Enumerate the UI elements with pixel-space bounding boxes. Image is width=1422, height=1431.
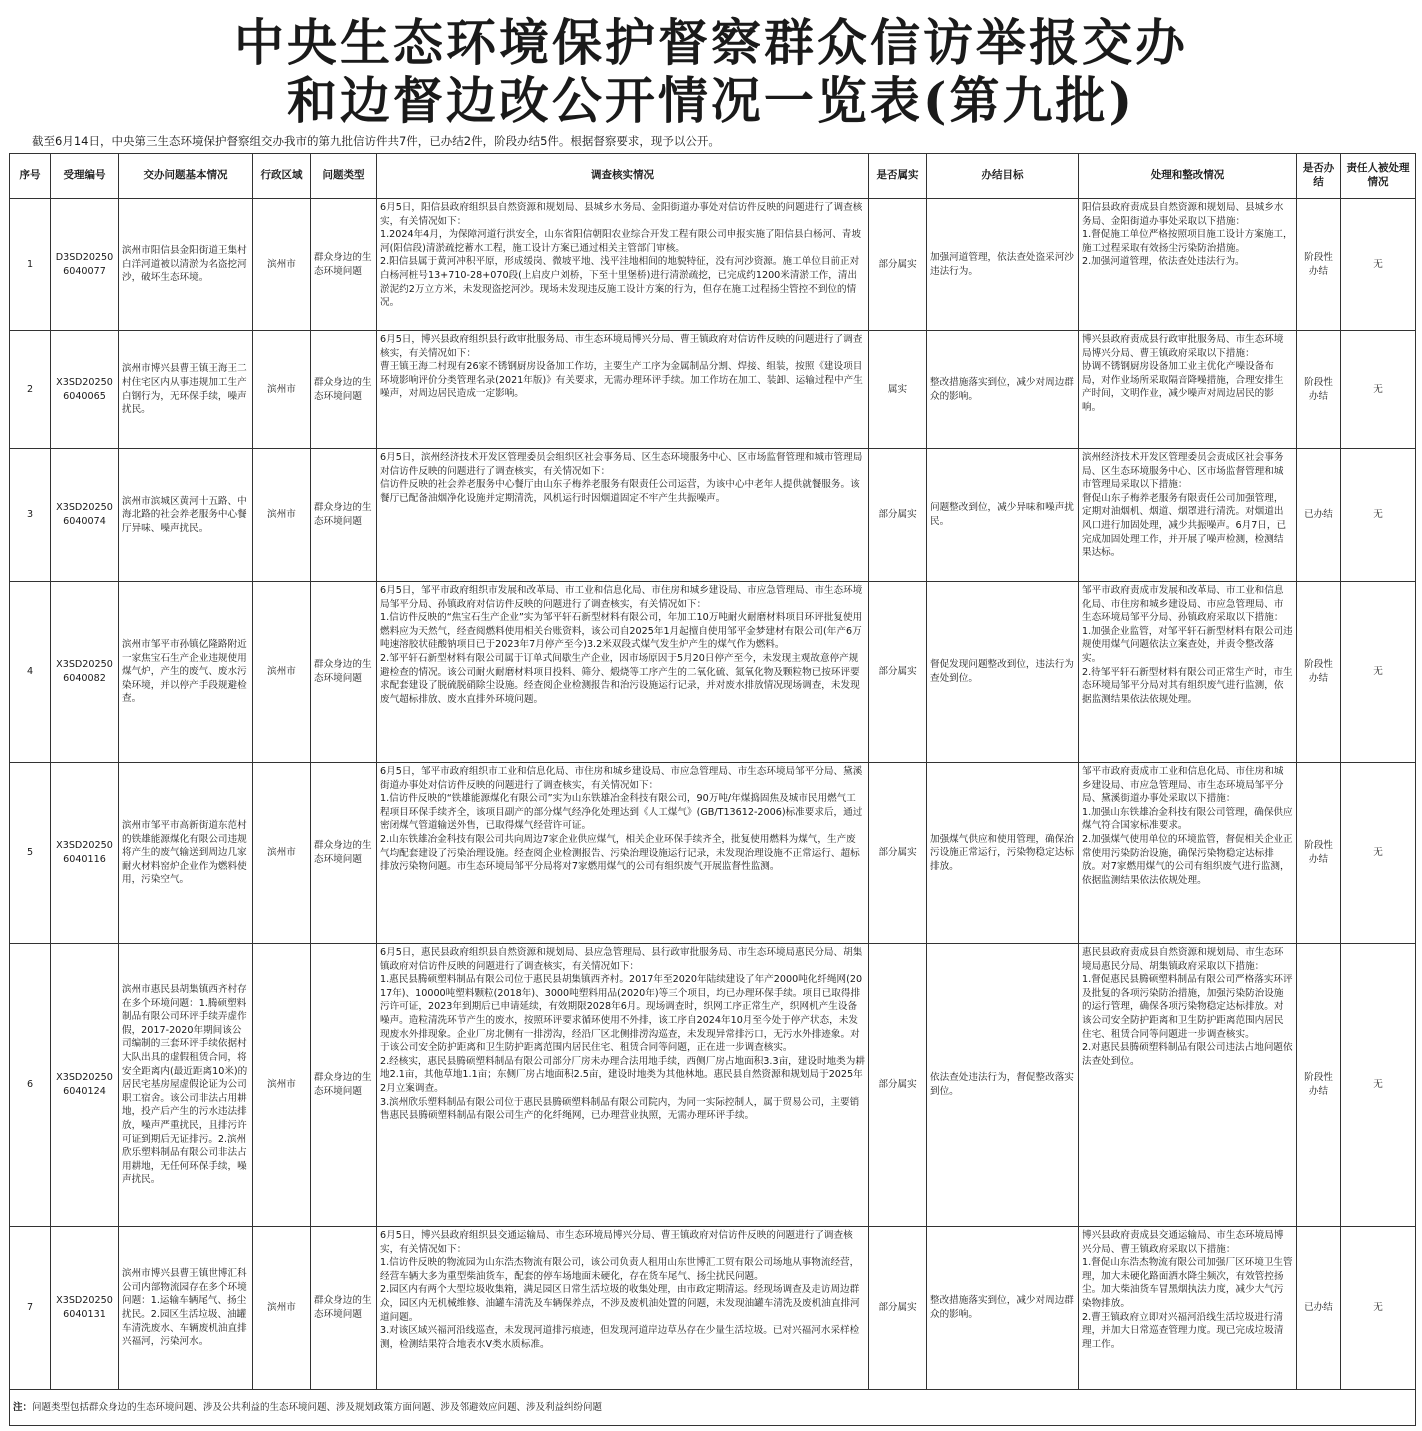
issue-description: 滨州市邹平市孙镇亿隆路附近一家焦宝石生产企业违规使用煤气炉，产生的废气、废水污染环境，并以停产手段规避检查。 xyxy=(119,582,253,763)
truth-status: 部分属实 xyxy=(869,763,927,944)
accountability-status: 无 xyxy=(1341,199,1416,331)
truth-status: 部分属实 xyxy=(869,582,927,763)
admin-region: 滨州市 xyxy=(253,582,311,763)
col-header-truth: 是否属实 xyxy=(869,154,927,199)
completion-goal: 整改措施落实到位，减少对周边群众的影响。 xyxy=(927,331,1079,449)
truth-status: 部分属实 xyxy=(869,199,927,331)
handling-detail: 博兴县政府责成县行政审批服务局、市生态环境局博兴分局、曹王镇政府采取以下措施： 协调不锈钢厨房设备加工业主优化产噪设备布局，对作业场所采取隔音降噪措施，合理安排生产时间，文明作业，减少噪声对周边居民的影响。 xyxy=(1079,331,1297,449)
admin-region: 滨州市 xyxy=(253,944,311,1227)
investigation-detail: 6月5日，滨州经济技术开发区管理委员会组织区社会事务局、区生态环境服务中心、区市场监督管理和城市管理局对信访件反映的问题进行了调查核实，有关情况如下： 信访件反映的社会养老服务中心餐厅由山东子梅养老服务有限责任公司运营，为该中心中老年人提供就餐服务。该餐厅已配备油烟净化设施并定期清洗，风机运行时因烟道固定不牢产生共振噪声。 xyxy=(377,449,869,582)
completion-status: 阶段性办结 xyxy=(1297,199,1341,331)
table-row xyxy=(10,944,1416,1227)
completion-status: 阶段性办结 xyxy=(1297,331,1341,449)
truth-status: 属实 xyxy=(869,331,927,449)
completion-status: 已办结 xyxy=(1297,1227,1341,1390)
admin-region: 滨州市 xyxy=(253,331,311,449)
issue-type: 群众身边的生态环境问题 xyxy=(311,944,377,1227)
acceptance-code: X3SD202506040124 xyxy=(51,944,119,1227)
issue-type: 群众身边的生态环境问题 xyxy=(311,582,377,763)
col-header-type: 问题类型 xyxy=(311,154,377,199)
handling-detail: 滨州经济技术开发区管理委员会责成区社会事务局、区生态环境服务中心、区市场监督管理和城市管理局采取以下措施： 督促山东子梅养老服务有限责任公司加强管理，定期对油烟机、烟道、烟罩进行清洗。对烟道出风口进行加固处理，减少共振噪声。6月7日，已完成加固处理工作，并开展了噪声检测，检测结果达标。 xyxy=(1079,449,1297,582)
page-title-line2: 和边督边改公开情况一览表(第九批) xyxy=(286,71,1136,130)
row-number: 3 xyxy=(10,449,51,582)
completion-goal: 依法查处违法行为，督促整改落实到位。 xyxy=(927,944,1079,1227)
handling-detail: 邹平市政府责成市发展和改革局、市工业和信息化局、市住房和城乡建设局、市应急管理局、市生态环境局邹平分局、孙镇政府采取以下措施： 1.加强企业监管，对邹平轩石新型材料有限公司违规使用煤气问题依法立案查处，并责令整改落实。 2.待邹平轩石新型材料有限公司正常生产时，市生态环境局邹平分局对其有组织废气进行监测，依据监测结果依法依规处理。 xyxy=(1079,582,1297,763)
table-row xyxy=(10,1227,1416,1390)
completion-status: 阶段性办结 xyxy=(1297,944,1341,1227)
issue-type: 群众身边的生态环境问题 xyxy=(311,199,377,331)
page-title-line1: 中央生态环境保护督察群众信访举报交办 xyxy=(234,13,1188,72)
completion-goal: 加强煤气供应和使用管理，确保治污设施正常运行，污染物稳定达标排放。 xyxy=(927,763,1079,944)
footnote xyxy=(10,1390,1416,1426)
issue-type: 群众身边的生态环境问题 xyxy=(311,763,377,944)
investigation-detail: 6月5日，邹平市政府组织市发展和改革局、市工业和信息化局、市住房和城乡建设局、市应急管理局、市生态环境局邹平分局、孙镇政府对信访件反映的问题进行了调查核实，有关情况如下： 1.信访件反映的“焦宝石生产企业”实为邹平轩石新型材料有限公司，年加工10万吨耐火耐磨材料项目环评批复使用燃料应为天然气，经查阅燃料使用相关台账资料，该公司自2025年1月起擅自使用邹平金梦建材有限公司(年产6万吨速溶胶状硅酸钠项目已于2023年7月停产至今)3.2米双段式煤气发生炉产生的煤气作为燃料。 2.邹平轩石新型材料有限公司属于订单式间歇生产企业，因市场原因于5月20日停产至今，未发现主观故意停产规避检查的情况。该公司耐火耐磨材料项目投料、筛分、煅烧等工序产生的二氧化硫、氮氧化物及颗粒物已按环评要求配套建设了脱硫脱硝除尘设施。经查阅企业检测报告和治污设施运行记录，并对废水排放情况现场调查，未发现废气超标排放、废水直排外环境问题。 xyxy=(377,582,869,763)
issue-description: 滨州市邹平市高新街道东范村的铁雄能源煤化有限公司违规将产生的废气输送到周边几家耐火材料窑炉企业作为燃料使用，污染空气。 xyxy=(119,763,253,944)
accountability-status: 无 xyxy=(1341,449,1416,582)
handling-detail: 阳信县政府责成县自然资源和规划局、县城乡水务局、金阳街道办事处采取以下措施： 1.督促施工单位严格按照项目施工设计方案施工，施工过程采取有效扬尘污染防治措施。 2.加强河道管理，依法查处违法行为。 xyxy=(1079,199,1297,331)
issue-description: 滨州市阳信县金阳街道王集村白洋河道被以清淤为名盗挖河沙，破坏生态环境。 xyxy=(119,199,253,331)
col-header-region: 行政区域 xyxy=(253,154,311,199)
acceptance-code: X3SD202506040082 xyxy=(51,582,119,763)
acceptance-code: D3SD202506040077 xyxy=(51,199,119,331)
table-row xyxy=(10,449,1416,582)
truth-status: 部分属实 xyxy=(869,944,927,1227)
issue-type: 群众身边的生态环境问题 xyxy=(311,331,377,449)
col-header-handling: 处理和整改情况 xyxy=(1079,154,1297,199)
investigation-detail: 6月5日，阳信县政府组织县自然资源和规划局、县城乡水务局、金阳街道办事处对信访件反映的问题进行了调查核实，有关情况如下： 1.2024年4月，为保障河道行洪安全，山东省阳信朝阳农业综合开发工程有限公司申报实施了阳信县白杨河、青坡河(阳信段)清淤疏挖蓄水工程，施工设计方案已通过相关主管部门审核。 2.阳信县属于黄河冲积平原，形成缓岗、微坡平地、浅平洼地相间的地貌特征，没有河沙资源。施工单位目前正对白杨河桩号13+710-28+070段(上启皮户刘桥，下至十里堡桥)进行清淤疏挖，已完成约1200米清淤工作，清出淤泥约2万立方米，未发现盗挖河沙。现场未发现违反施工设计方案的行为，但存在施工过程扬尘管控不到位的情况。 xyxy=(377,199,869,331)
accountability-status: 无 xyxy=(1341,331,1416,449)
handling-detail: 惠民县政府责成县自然资源和规划局、市生态环境局惠民分局、胡集镇政府采取以下措施： 1.督促惠民县腾硕塑料制品有限公司严格落实环评及批复的各项污染防治措施，加强污染防治设施的运行管理，确保各项污染物稳定达标排放。对该公司安全防护距离和卫生防护距离范围内居民住宅、租赁合同等问题进一步调查核实。 2.对惠民县腾硕塑料制品有限公司违法占地问题依法查处到位。 xyxy=(1079,944,1297,1227)
completion-goal: 加强河道管理，依法查处盗采河沙违法行为。 xyxy=(927,199,1079,331)
issue-description: 滨州市博兴县曹王镇王海王二村住宅区内从事违规加工生产白钢行为，无环保手续，噪声扰民。 xyxy=(119,331,253,449)
handling-detail: 博兴县政府责成县交通运输局、市生态环境局博兴分局、曹王镇政府采取以下措施： 1.督促山东浩杰物流有限公司加强厂区环境卫生管理，加大未硬化路面洒水降尘频次，有效管控扬尘。加大柴油货车冒黑烟执法力度，减少大气污染物排放。 2.曹王镇政府立即对兴福河沿线生活垃圾进行清理，并加大日常巡查管理力度。现已完成垃圾清理工作。 xyxy=(1079,1227,1297,1390)
accountability-status: 无 xyxy=(1341,582,1416,763)
truth-status: 部分属实 xyxy=(869,449,927,582)
row-number: 5 xyxy=(10,763,51,944)
table-row xyxy=(10,331,1416,449)
col-header-accountability: 责任人被处理情况 xyxy=(1341,154,1416,199)
completion-goal: 整改措施落实到位，减少对周边群众的影响。 xyxy=(927,1227,1079,1390)
accountability-status: 无 xyxy=(1341,763,1416,944)
issue-description: 滨州市博兴县曹王镇世博汇科公司内部物流园存在多个环境问题：1.运输车辆尾气、扬尘扰民。2.园区生活垃圾、油罐车清洗废水、车辆废机油直排兴福河，污染河水。 xyxy=(119,1227,253,1390)
admin-region: 滨州市 xyxy=(253,1227,311,1390)
col-header-issue: 交办问题基本情况 xyxy=(119,154,253,199)
col-header-investigation: 调查核实情况 xyxy=(377,154,869,199)
completion-goal: 问题整改到位，减少异味和噪声扰民。 xyxy=(927,449,1079,582)
admin-region: 滨州市 xyxy=(253,763,311,944)
table-row xyxy=(10,763,1416,944)
footnote-text: 问题类型包括群众身边的生态环境问题、涉及公共利益的生态环境问题、涉及规划政策方面问题、涉及邻避效应问题、涉及利益纠纷问题 xyxy=(32,1401,603,1413)
handling-detail: 邹平市政府责成市工业和信息化局、市住房和城乡建设局、市应急管理局、市生态环境局邹平分局、黛溪街道办事处采取以下措施： 1.加强山东铁雄冶金科技有限公司管理，确保供应煤气符合国家标准要求。 2.加强煤气使用单位的环境监管，督促相关企业正常使用污染防治设施，确保污染物稳定达标排放。对7家燃用煤气的公司有组织废气进行监测，依据监测结果依法依规处理。 xyxy=(1079,763,1297,944)
col-header-code: 受理编号 xyxy=(51,154,119,199)
table-header-row xyxy=(10,154,1416,199)
report-table xyxy=(9,153,1416,1426)
acceptance-code: X3SD202506040116 xyxy=(51,763,119,944)
acceptance-code: X3SD202506040065 xyxy=(51,331,119,449)
footnote-label: 注： xyxy=(13,1401,33,1413)
admin-region: 滨州市 xyxy=(253,449,311,582)
row-number: 6 xyxy=(10,944,51,1227)
completion-status: 阶段性办结 xyxy=(1297,582,1341,763)
intro-text: 截至6月14日，中央第三生态环境保护督察组交办我市的第九批信访件共7件，已办结2件，阶段办结5件。根据督察要求，现予以公开。 xyxy=(32,134,720,148)
acceptance-code: X3SD202506040131 xyxy=(51,1227,119,1390)
issue-description: 滨州市滨城区黄河十五路、中海北路的社会养老服务中心餐厅异味、噪声扰民。 xyxy=(119,449,253,582)
issue-type: 群众身边的生态环境问题 xyxy=(311,449,377,582)
investigation-detail: 6月5日，博兴县政府组织县交通运输局、市生态环境局博兴分局、曹王镇政府对信访件反映的问题进行了调查核实，有关情况如下： 1.信访件反映的物流园为山东浩杰物流有限公司，该公司负责人租用山东世博汇工贸有限公司场地从事物流经营，经营车辆大多为重型柴油货车，配套的停车场地面未硬化，存在货车尾气、扬尘扰民问题。 2.园区内有两个大型垃圾收集箱，满足园区日常生活垃圾的收集处理，由市政定期清运。经现场调查及走访周边群众，园区内无机械维修、油罐车清洗及车辆保养点，不涉及废机油处置的问题，未发现油罐车清洗及废机油直排河道问题。 3.对该区域兴福河沿线巡查，未发现河道排污痕迹，但发现河道岸边草丛存在少量生活垃圾。已对兴福河水采样检测，检测结果符合地表水Ⅴ类水质标准。 xyxy=(377,1227,869,1390)
completion-status: 阶段性办结 xyxy=(1297,763,1341,944)
acceptance-code: X3SD202506040074 xyxy=(51,449,119,582)
investigation-detail: 6月5日，博兴县政府组织县行政审批服务局、市生态环境局博兴分局、曹王镇政府对信访件反映的问题进行了调查核实，有关情况如下： 曹王镇王海二村现有26家不锈钢厨房设备加工作坊，主要生产工序为金属制品分割、焊接、组装，按照《建设项目环境影响评价分类管理名录(2021年版)》有关要求，无需办理环评手续。加工作坊在加工、装卸、运输过程中产生噪声，对周边居民造成一定影响。 xyxy=(377,331,869,449)
row-number: 4 xyxy=(10,582,51,763)
completion-goal: 督促发现问题整改到位，违法行为查处到位。 xyxy=(927,582,1079,763)
row-number: 2 xyxy=(10,331,51,449)
completion-status: 已办结 xyxy=(1297,449,1341,582)
issue-type: 群众身边的生态环境问题 xyxy=(311,1227,377,1390)
table-row xyxy=(10,582,1416,763)
col-header-goal: 办结目标 xyxy=(927,154,1079,199)
admin-region: 滨州市 xyxy=(253,199,311,331)
row-number: 7 xyxy=(10,1227,51,1390)
investigation-detail: 6月5日，邹平市政府组织市工业和信息化局、市住房和城乡建设局、市应急管理局、市生态环境局邹平分局、黛溪街道办事处对信访件反映的问题进行了调查核实，有关情况如下： 1.信访件反映的“铁雄能源煤化有限公司”实为山东铁雄冶金科技有限公司，90万吨/年煤捣固焦及城市民用燃气工程项目环保手续齐全，该项目副产的部分煤气经净化处理达到《人工煤气》(GB/T13612-2006)标准要求后，通过密闭煤气管道输送外售，已取得煤气经营许可证。 2.山东铁雄冶金科技有限公司共向周边7家企业供应煤气，相关企业环保手续齐全，批复使用燃料为煤气，生产废气均配套建设了污染治理设施。经查阅企业检测报告、污染治理设施运行记录，未发现治理设施不正常运行、超标排放污染物问题。市生态环境局邹平分局将对7家燃用煤气的公司有组织废气开展监督性监测。 xyxy=(377,763,869,944)
investigation-detail: 6月5日，惠民县政府组织县自然资源和规划局、县应急管理局、县行政审批服务局、市生态环境局惠民分局、胡集镇政府对信访件反映的问题进行了调查核实，有关情况如下： 1.惠民县腾硕塑料制品有限公司位于惠民县胡集镇西齐村。2017年至2020年陆续建设了年产2000吨化纤绳网(2017年)、10000吨塑料颗粒(2018年)、3000吨塑料用品(2020年)等三个项目，均已办理环保手续。项目已取得排污许可证，2023年到期后已申请延续，有效期限2028年6月。现场调查时，织网工序正常生产，织网机产生设备噪声。造粒清洗环节产生的废水，按照环评要求循环使用不外排，该工序自2024年10月至今处于停产状态，未发现废水外排现象。企业厂房北侧有一排涝沟，经沿厂区北侧排涝沟巡查，未发现异常排污口，无污水外排迹象。对于该公司安全防护距离和卫生防护距离范围内居民住宅、租赁合同等问题，正在进一步调查核实。 2.经核实，惠民县腾硕塑料制品有限公司部分厂房未办理合法用地手续，西侧厂房占地面积3.3亩，建设时地类为耕地2.1亩，其他草地1.1亩；东侧厂房占地面积2.5亩，建设时地类为其他林地。惠民县自然资源和规划局于2025年2月立案调查。 3.滨州欣乐塑料制品有限公司位于惠民县腾硕塑料制品有限公司院内，为同一实际控制人，属于贸易公司，主要销售惠民县腾硕塑料制品有限公司生产的化纤绳网，已办理营业执照，无需办理环评手续。 xyxy=(377,944,869,1227)
accountability-status: 无 xyxy=(1341,1227,1416,1390)
col-header-no: 序号 xyxy=(10,154,51,199)
truth-status: 部分属实 xyxy=(869,1227,927,1390)
table-row xyxy=(10,199,1416,331)
accountability-status: 无 xyxy=(1341,944,1416,1227)
row-number: 1 xyxy=(10,199,51,331)
col-header-status: 是否办结 xyxy=(1297,154,1341,199)
issue-description: 滨州市惠民县胡集镇西齐村存在多个环境问题：1.腾硕塑料制品有限公司环评手续弄虚作假，2017-2020年期间该公司编制的三套环评手续依据村大队出具的虚假租赁合同，将安全距离内(最近距离10米)的居民宅基房屋虚假论证为公司职工宿舍。该公司非法占用耕地，投产后产生的污水违法排放，噪声严重扰民，且排污许可证到期后无证排污。2.滨州欣乐塑料制品有限公司非法占用耕地，无任何环保手续，噪声扰民。 xyxy=(119,944,253,1227)
note-row xyxy=(10,1390,1416,1426)
